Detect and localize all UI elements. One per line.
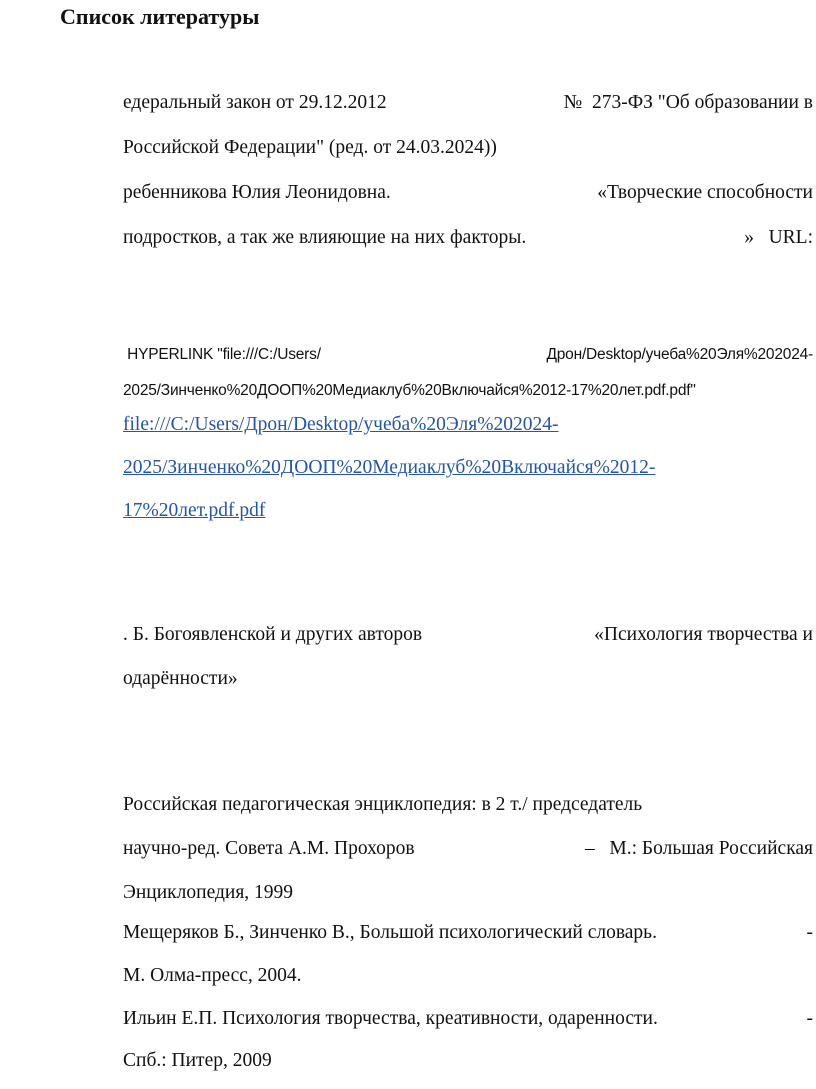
hyperlink-field-right: Дрон/Desktop/учеба%20Эля%202024- bbox=[546, 346, 813, 363]
bibliography-line-ilyin-2: Спб.: Питер, 2009 bbox=[123, 1050, 272, 1071]
bibliography-line-dictionary-2: М. Олма-пресс, 2004. bbox=[123, 965, 302, 986]
page-title: Список литературы bbox=[60, 4, 260, 29]
bibliography-line-law-1 bbox=[123, 90, 813, 116]
file-url-link-line-2[interactable]: 2025/Зинченко%20ДООП%20Медиаклуб%20Включайся%2012- bbox=[123, 457, 656, 478]
author-line2-right: » URL: bbox=[744, 227, 813, 248]
bibliography-line-ilyin-1 bbox=[123, 1006, 813, 1032]
bibliography-line-encyclopedia-3: Энциклопедия, 1999 bbox=[123, 882, 294, 903]
file-url-link-line-1[interactable]: file:///C:/Users/Дрон/Desktop/учеба%20Эля%202024- bbox=[123, 414, 559, 435]
author-line1-left: ребенникова Юлия Леонидовна. bbox=[123, 182, 391, 203]
psychology-line1-right: «Психология творчества и bbox=[594, 624, 813, 645]
file-url-link-line-3[interactable]: 17%20лет.pdf.pdf bbox=[123, 500, 266, 521]
dictionary-line1-left: Мещеряков Б., Зинченко В., Большой психологический словарь. bbox=[123, 922, 657, 943]
hyperlink-field-code-line-2: 2025/Зинченко%20ДООП%20Медиаклуб%20Включайся%2012-17%20лет.pdf.pdf" bbox=[123, 382, 696, 399]
bibliography-line-encyclopedia-2 bbox=[123, 836, 813, 862]
bibliography-line-dictionary-1 bbox=[123, 920, 813, 946]
dictionary-line1-right: - bbox=[806, 922, 813, 943]
law-line1-left: едеральный закон от 29.12.2012 bbox=[123, 92, 387, 113]
hyperlink-field-code-line-1 bbox=[123, 345, 813, 365]
bibliography-line-author-1 bbox=[123, 180, 813, 206]
law-line1-right: № 273-ФЗ "Об образовании в bbox=[563, 92, 813, 113]
ilyin-line1-right: - bbox=[806, 1008, 813, 1029]
author-line2-left: подростков, а так же влияющие на них факторы. bbox=[123, 227, 527, 248]
bibliography-line-author-2 bbox=[123, 225, 813, 251]
bibliography-line-law-2: Российской Федерации" (ред. от 24.03.2024)) bbox=[123, 137, 497, 158]
encyclopedia-line2-left: научно-ред. Совета А.М. Прохоров bbox=[123, 838, 415, 859]
hyperlink-field-left: HYPERLINK "file:///C:/Users/ bbox=[123, 346, 321, 363]
psychology-line1-left: . Б. Богоявленской и других авторов bbox=[123, 624, 423, 645]
ilyin-line1-left: Ильин Е.П. Психология творчества, креативности, одаренности. bbox=[123, 1008, 658, 1029]
author-line1-right: «Творческие способности bbox=[597, 182, 813, 203]
bibliography-line-psychology-1 bbox=[123, 622, 813, 648]
encyclopedia-line2-right: – М.: Большая Российская bbox=[585, 838, 813, 859]
bibliography-line-encyclopedia-1: Российская педагогическая энциклопедия: в 2 т./ председатель bbox=[123, 794, 643, 815]
bibliography-line-psychology-2: одарённости» bbox=[123, 668, 238, 689]
